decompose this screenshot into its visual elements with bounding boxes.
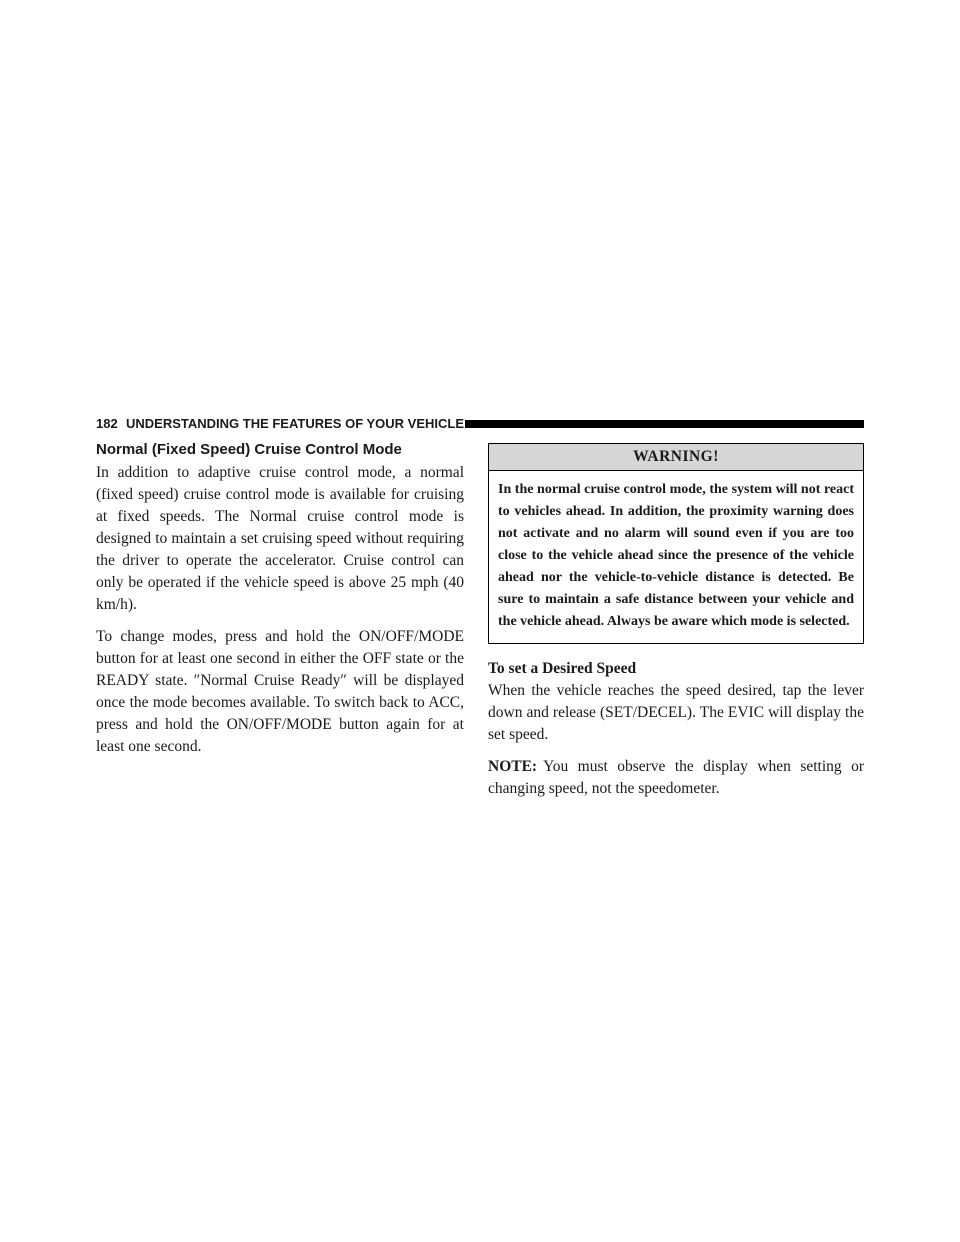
note-text: You must observe the display when setting or changing speed, not the speedometer. bbox=[488, 758, 864, 797]
section-heading: Normal (Fixed Speed) Cruise Control Mode bbox=[96, 441, 402, 458]
paragraph: In addition to adaptive cruise control mode, a normal (fixed speed) cruise control mode is available for cruising at fixed speeds. The Normal cruise control mode is designed to maintain a set cruising speed without requiring the driver to operate the accelerator. Cruise control can only be operated if the vehicle speed is above 25 mph (40 km/h). bbox=[96, 464, 464, 613]
warning-title: WARNING! bbox=[489, 444, 863, 471]
page-number: 182 bbox=[96, 416, 118, 431]
paragraph: To change modes, press and hold the ON/OFF/MODE button for at least one second in either the OFF state or the READY state. ″Normal Cruise Ready″ will be displayed once the mode becomes available. To switch back to ACC, press and hold the ON/OFF/MODE button again for at least one second. bbox=[96, 628, 464, 755]
header-rule bbox=[465, 420, 864, 428]
subsection-heading: To set a Desired Speed bbox=[488, 660, 637, 677]
warning-box bbox=[488, 443, 864, 644]
right-column bbox=[488, 443, 864, 810]
section-title: UNDERSTANDING THE FEATURES OF YOUR VEHICLE bbox=[126, 416, 465, 431]
warning-text: In the normal cruise control mode, the system will not react to vehicles ahead. In addition, the proximity warning does not activate and no alarm will sound even if you are too close to the vehicle ahead since the presence of the vehicle ahead nor the vehicle-to-vehicle distance is detected. Be sure to maintain a safe distance between your vehicle and the vehicle ahead. Always be aware which mode is selected. bbox=[498, 482, 854, 629]
left-column bbox=[96, 440, 464, 768]
note-paragraph bbox=[488, 756, 864, 800]
page-header bbox=[96, 416, 864, 432]
note-label: NOTE: bbox=[488, 758, 538, 775]
paragraph: When the vehicle reaches the speed desired, tap the lever down and release (SET/DECEL). The EVIC will display the set speed. bbox=[488, 682, 864, 743]
